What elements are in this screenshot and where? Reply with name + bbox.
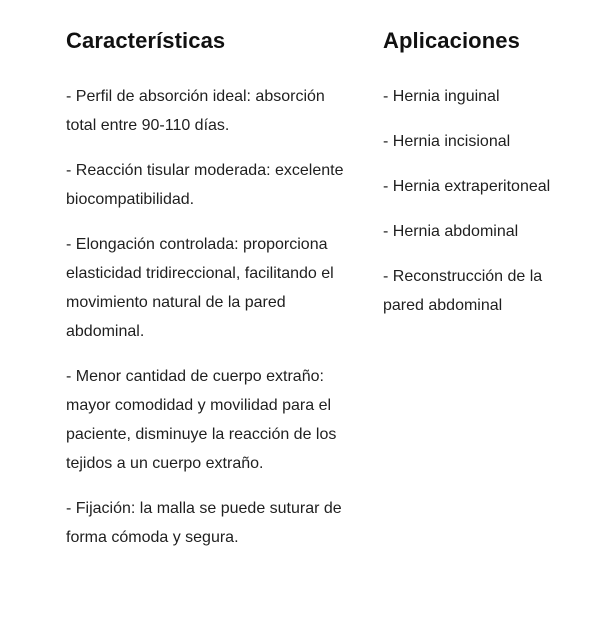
feature-absorption-profile: - Perfil de absorción ideal: absorción total entre 90-110 días. [66, 88, 325, 134]
application-extraperitoneal-hernia: - Hernia extraperitoneal [383, 178, 551, 195]
application-inguinal-hernia: - Hernia inguinal [383, 88, 500, 105]
applications-section [383, 26, 555, 336]
application-incisional-hernia: - Hernia incisional [383, 133, 511, 150]
application-abdominal-hernia: - Hernia abdominal [383, 223, 519, 240]
applications-heading: Aplicaciones [383, 28, 520, 53]
feature-fixation: - Fijación: la malla se puede suturar de forma cómoda y segura. [66, 500, 342, 546]
applications-list [383, 82, 555, 320]
feature-controlled-elongation: - Elongación controlada: proporciona elasticidad tridireccional, facilitando el movimiento natural de la pared abdominal. [66, 236, 334, 340]
application-abdominal-wall-reconstruction: - Reconstrucción de la pared abdominal [383, 268, 543, 314]
features-heading: Características [66, 28, 226, 53]
features-list [66, 82, 358, 552]
feature-tissue-reaction: - Reacción tisular moderada: excelente biocompatibilidad. [66, 162, 344, 208]
feature-less-foreign-body: - Menor cantidad de cuerpo extraño: mayor comodidad y movilidad para el paciente, disminuye la reacción de los tejidos a un cuerpo extraño. [66, 368, 337, 472]
features-section [66, 26, 358, 568]
